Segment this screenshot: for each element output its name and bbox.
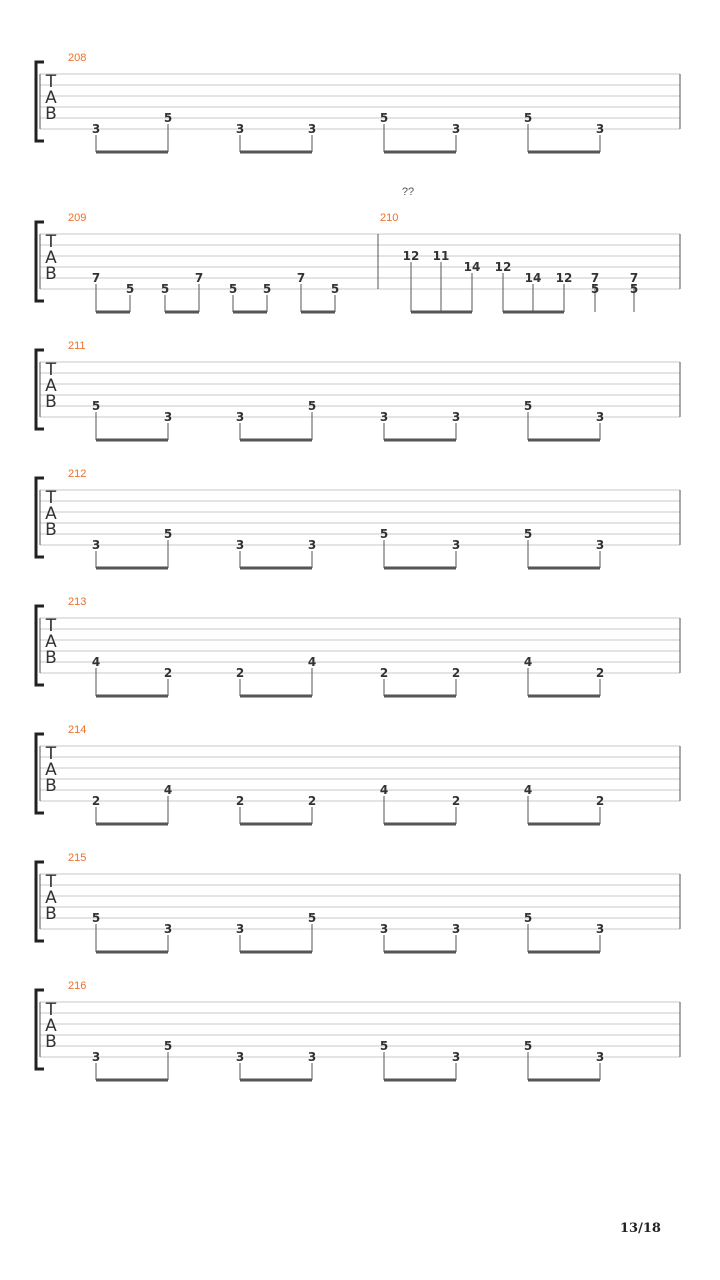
fret-number: 2: [235, 666, 245, 680]
measure-number: 216: [68, 980, 87, 992]
fret-number: 5: [379, 111, 389, 125]
measure-number: 214: [68, 724, 87, 736]
fret-number: 7: [590, 271, 600, 285]
fret-number: 3: [451, 1050, 461, 1064]
fret-number: 3: [451, 410, 461, 424]
fret-number: 3: [595, 538, 605, 552]
fret-number: 5: [125, 282, 135, 296]
tab-letter: B: [45, 104, 57, 124]
tab-letter: B: [45, 648, 57, 668]
tab-letter: A: [45, 248, 57, 268]
tab-letter: A: [45, 88, 57, 108]
tab-letter: B: [45, 904, 57, 924]
fret-number: 4: [379, 783, 389, 797]
tab-letter: A: [45, 504, 57, 524]
fret-number: 5: [163, 111, 173, 125]
page-number: 13/18: [620, 1221, 661, 1236]
fret-number: 3: [451, 538, 461, 552]
fret-number: 3: [595, 122, 605, 136]
fret-number: 14: [463, 260, 481, 274]
tab-letter: A: [45, 760, 57, 780]
measure-number: 209: [68, 212, 87, 224]
fret-number: 3: [91, 122, 101, 136]
fret-number: 4: [523, 655, 533, 669]
fret-number: 3: [235, 1050, 245, 1064]
fret-number: 5: [330, 282, 340, 296]
measure-number: 212: [68, 468, 87, 480]
tab-letter: A: [45, 1016, 57, 1036]
fret-number: 12: [555, 271, 573, 285]
fret-number: 2: [91, 794, 101, 808]
fret-number: 5: [523, 399, 533, 413]
fret-number: 5: [163, 1039, 173, 1053]
fret-number: 3: [595, 410, 605, 424]
tab-letter: T: [45, 232, 57, 252]
fret-number: 12: [494, 260, 512, 274]
fret-number: 5: [523, 527, 533, 541]
tab-letter: T: [45, 616, 57, 636]
fret-number: 4: [163, 783, 173, 797]
fret-number: 3: [235, 538, 245, 552]
fret-number: 5: [523, 1039, 533, 1053]
fret-number: 3: [91, 1050, 101, 1064]
tab-letter: B: [45, 520, 57, 540]
fret-number: 4: [307, 655, 317, 669]
fret-number: 2: [595, 794, 605, 808]
tab-letter: B: [45, 1032, 57, 1052]
fret-number: 7: [629, 271, 639, 285]
fret-number: 3: [451, 122, 461, 136]
fret-number: 3: [379, 410, 389, 424]
fret-number: 5: [307, 911, 317, 925]
fret-number: 5: [163, 527, 173, 541]
tab-letter: T: [45, 1000, 57, 1020]
fret-number: 2: [595, 666, 605, 680]
fret-number: 7: [91, 271, 101, 285]
tab-letter: T: [45, 488, 57, 508]
fret-number: 3: [163, 922, 173, 936]
fret-number: 4: [523, 783, 533, 797]
fret-number: 3: [91, 538, 101, 552]
measure-number: 215: [68, 852, 87, 864]
fret-number: 5: [228, 282, 238, 296]
fret-number: 5: [91, 911, 101, 925]
measure-number: 210: [380, 212, 399, 224]
fret-number: 5: [91, 399, 101, 413]
tab-letter: T: [45, 744, 57, 764]
fret-number: 5: [590, 282, 600, 296]
fret-number: 2: [451, 794, 461, 808]
fret-number: 2: [163, 666, 173, 680]
fret-number: 5: [379, 527, 389, 541]
fret-number: 4: [91, 655, 101, 669]
fret-number: 3: [235, 122, 245, 136]
fret-number: 5: [523, 111, 533, 125]
annotation-text: ??: [401, 186, 415, 198]
tab-letter: T: [45, 360, 57, 380]
fret-number: 3: [307, 1050, 317, 1064]
fret-number: 3: [451, 922, 461, 936]
tab-letter: T: [45, 72, 57, 92]
fret-number: 5: [307, 399, 317, 413]
tab-letter: B: [45, 392, 57, 412]
fret-number: 3: [379, 922, 389, 936]
fret-number: 2: [379, 666, 389, 680]
fret-number: 2: [307, 794, 317, 808]
fret-number: 5: [379, 1039, 389, 1053]
fret-number: 2: [451, 666, 461, 680]
tab-letter: T: [45, 872, 57, 892]
fret-number: 2: [235, 794, 245, 808]
fret-number: 7: [194, 271, 204, 285]
fret-number: 11: [432, 249, 450, 263]
tab-letter: B: [45, 264, 57, 284]
fret-number: 5: [262, 282, 272, 296]
fret-number: 3: [163, 410, 173, 424]
fret-number: 3: [595, 922, 605, 936]
fret-number: 3: [307, 538, 317, 552]
fret-number: 5: [523, 911, 533, 925]
fret-number: 7: [296, 271, 306, 285]
fret-number: 12: [402, 249, 420, 263]
measure-number: 208: [68, 52, 87, 64]
fret-number: 14: [524, 271, 542, 285]
fret-number: 3: [595, 1050, 605, 1064]
measure-number: 213: [68, 596, 87, 608]
tab-letter: A: [45, 376, 57, 396]
fret-number: 3: [307, 122, 317, 136]
measure-number: 211: [68, 340, 86, 352]
fret-number: 3: [235, 922, 245, 936]
fret-number: 5: [160, 282, 170, 296]
fret-number: 3: [235, 410, 245, 424]
tab-letter: A: [45, 888, 57, 908]
fret-number: 5: [629, 282, 639, 296]
tab-letter: B: [45, 776, 57, 796]
tab-letter: A: [45, 632, 57, 652]
